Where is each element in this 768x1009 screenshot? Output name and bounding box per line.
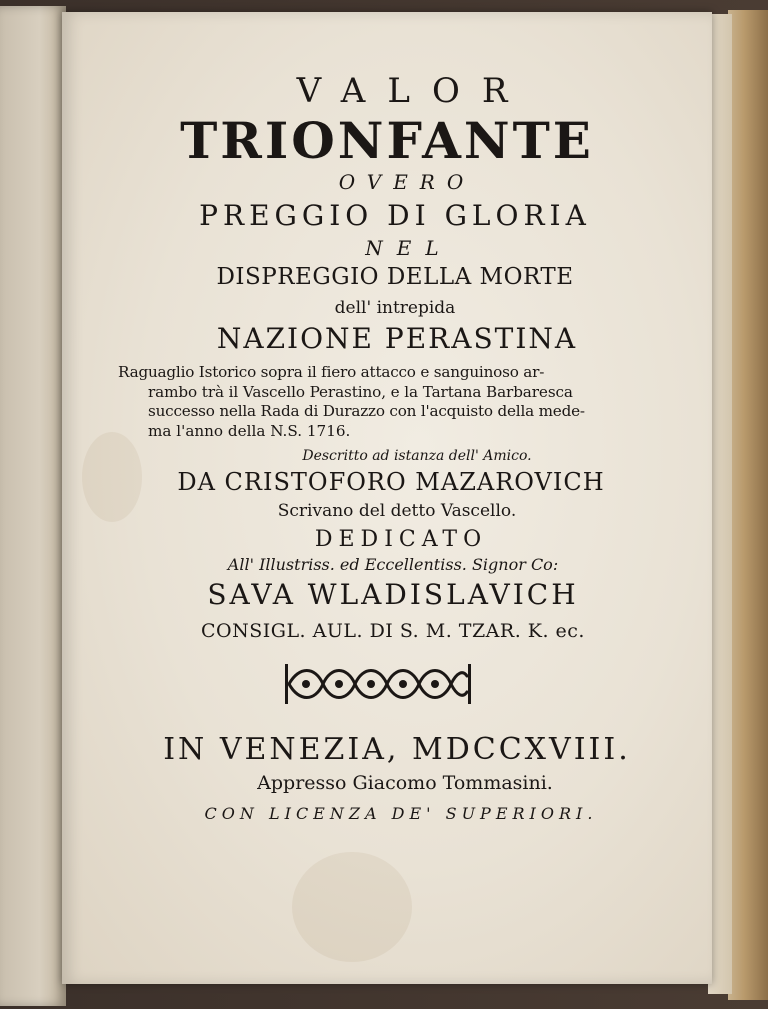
subtitle-dell-intrepida: dell' intrepida (334, 298, 456, 318)
dedication-address-line: All' Illustriss. ed Eccellentiss. Signor Co: (227, 555, 559, 574)
paragraph-line: successo nella Rada di Durazzo con l'acquisto della mede- (148, 402, 585, 420)
description-paragraph (118, 363, 636, 441)
title-word-trionfante: TRIONFANTE (180, 111, 594, 170)
license-line: CON LICENZA DE' SUPERIORI. (204, 804, 598, 823)
book-cover-edge (728, 10, 768, 1000)
author-role-line: Scrivano del detto Vascello. (277, 501, 517, 521)
title-page (62, 12, 712, 984)
subtitle-nazione: NAZIONE PERASTINA (216, 322, 578, 355)
paragraph-line: ma l'anno della N.S. 1716. (148, 421, 351, 440)
title-word-valor: VALOR (296, 71, 530, 111)
subtitle-nel: NEL (365, 236, 453, 260)
dedicatee-title: CONSIGL. AUL. DI S. M. TZAR. K. ec. (201, 620, 585, 642)
paragraph-line: Raguaglio Istorico sopra il fiero attacco e sanguinoso ar- (118, 363, 545, 381)
descritto-line: Descritto ad istanza dell' Amico. (302, 448, 532, 464)
dedicatee-name: SAVA WLADISLAVICH (207, 578, 579, 611)
fleuron-ornament-icon (285, 662, 471, 706)
left-page-edge (0, 6, 66, 1006)
imprint-place: IN VENEZIA, MDCCXVIII. (163, 732, 631, 767)
title-word-overo: OVERO (338, 170, 476, 194)
subtitle-preggio: PREGGIO DI GLORIA (199, 199, 591, 232)
printer-line: Appresso Giacomo Tommasini. (257, 772, 553, 794)
subtitle-dispreggio: DISPREGGIO DELLA MORTE (216, 264, 574, 290)
paper-stain (292, 852, 412, 962)
paragraph-line: rambo trà il Vascello Perastino, e la Tartana Barbaresca (148, 382, 573, 401)
dedicato-line: DEDICATO (314, 527, 488, 552)
author-line: DA CRISTOFORO MAZAROVICH (177, 468, 605, 496)
